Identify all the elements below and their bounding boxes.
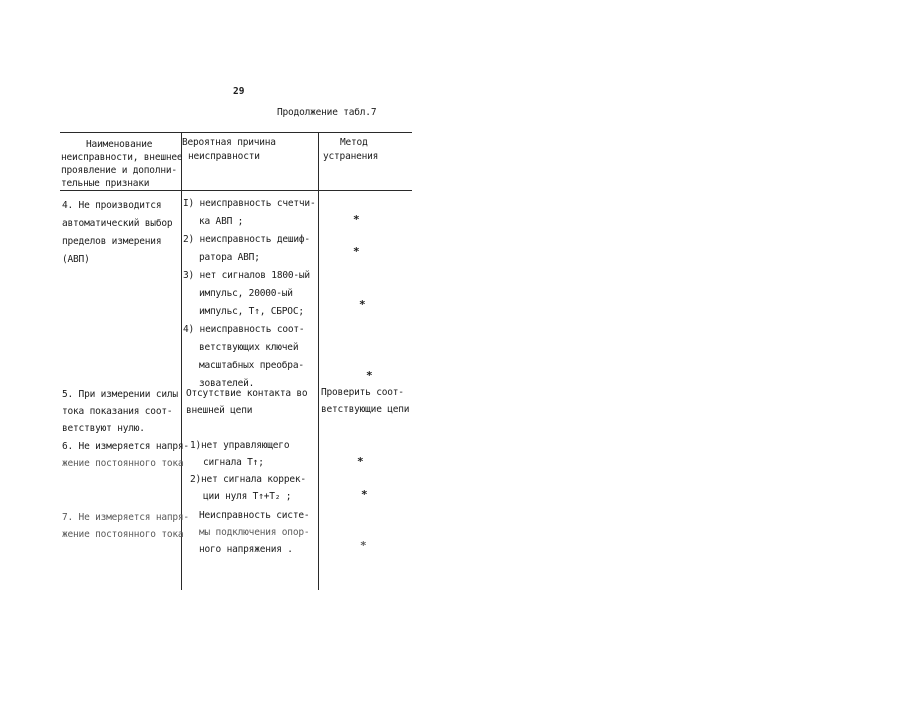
row7-col1-line2: жение постоянного тока (62, 529, 184, 540)
row5-col2-line1: Отсутствие контакта во (186, 388, 308, 399)
row4-col2-line6: импульс, 20000-ый (199, 288, 293, 299)
header-bottom-rule (60, 190, 412, 191)
row4-col2-line10: масштабных преобра- (199, 360, 304, 371)
row4-col1-line2: автоматический выбор (62, 218, 173, 229)
row4-remedy-marker-2: * (353, 245, 360, 258)
row5-col2-line2: внешней цепи (186, 405, 253, 416)
row7-col2-line2: мы подключения опор- (199, 527, 310, 538)
row6-col2-line4: ции нуля Т↑+Т₂ ; (203, 491, 292, 502)
row4-remedy-marker-3: * (359, 298, 366, 311)
row5-col3-line2: ветствующие цепи (321, 404, 410, 415)
row4-col2-line5: 3) нет сигналов 1800-ый (183, 270, 310, 281)
row6-col2-line3: 2)нет сигнала коррек- (190, 474, 306, 485)
row4-remedy-marker-4: * (366, 369, 373, 382)
row4-col1-line3: пределов измерения (62, 236, 162, 247)
page-number: 29 (233, 86, 245, 97)
header-col2-line2: неисправности (188, 151, 260, 162)
row7-col1-line1: 7. Не измеряется напря- (62, 512, 189, 523)
row6-col2-line2: сигнала Т↑; (203, 457, 264, 468)
header-col3-line2: устранения (323, 151, 379, 162)
row6-remedy-marker-1: * (357, 455, 364, 468)
row4-col2-line11: зователей. (199, 378, 255, 389)
row6-col1-line2: жение постоянного тока (62, 458, 184, 469)
header-col1-line1: Наименование (86, 139, 153, 150)
row7-col2-line3: ного напряжения . (199, 544, 293, 555)
column-divider-2 (318, 132, 319, 590)
row4-col2-line8: 4) неисправность соот- (183, 324, 305, 335)
row4-col2-line9: ветствующих ключей (199, 342, 299, 353)
row6-col1-line1: 6. Не измеряется напря- (62, 441, 189, 452)
row5-col1-line2: тока показания соот- (62, 406, 173, 417)
header-col3-line1: Метод (340, 137, 368, 148)
header-col1-line2: неисправности, внешнее (61, 152, 183, 163)
table-continuation-label: Продолжение табл.7 (277, 107, 377, 118)
row4-col2-line2: ка АВП ; (199, 216, 244, 227)
row4-remedy-marker-1: * (353, 213, 360, 226)
row7-remedy-marker-1: * (360, 539, 367, 552)
row5-col1-line3: ветствуют нулю. (62, 423, 145, 434)
row5-col1-line1: 5. При измерении силы (62, 389, 178, 400)
row4-col2-line7: импульс, Т↑, СБРОС; (199, 306, 304, 317)
row4-col1-line4: (АВП) (62, 254, 90, 265)
row4-col2-line3: 2) неисправность дешиф- (183, 234, 310, 245)
row7-col2-line1: Неисправность систе- (199, 510, 310, 521)
header-col1-line4: тельные признаки (61, 178, 150, 189)
row4-col1-line1: 4. Не производится (62, 200, 162, 211)
table-top-rule (60, 132, 412, 133)
header-col2-line1: Вероятная причина (182, 137, 276, 148)
row6-remedy-marker-2: * (361, 488, 368, 501)
row4-col2-line1: I) неисправность счетчи- (183, 198, 316, 209)
header-col1-line3: проявление и дополни- (61, 165, 177, 176)
row5-col3-line1: Проверить соот- (321, 387, 404, 398)
row6-col2-line1: 1)нет управляющего (190, 440, 290, 451)
row4-col2-line4: ратора АВП; (199, 252, 260, 263)
